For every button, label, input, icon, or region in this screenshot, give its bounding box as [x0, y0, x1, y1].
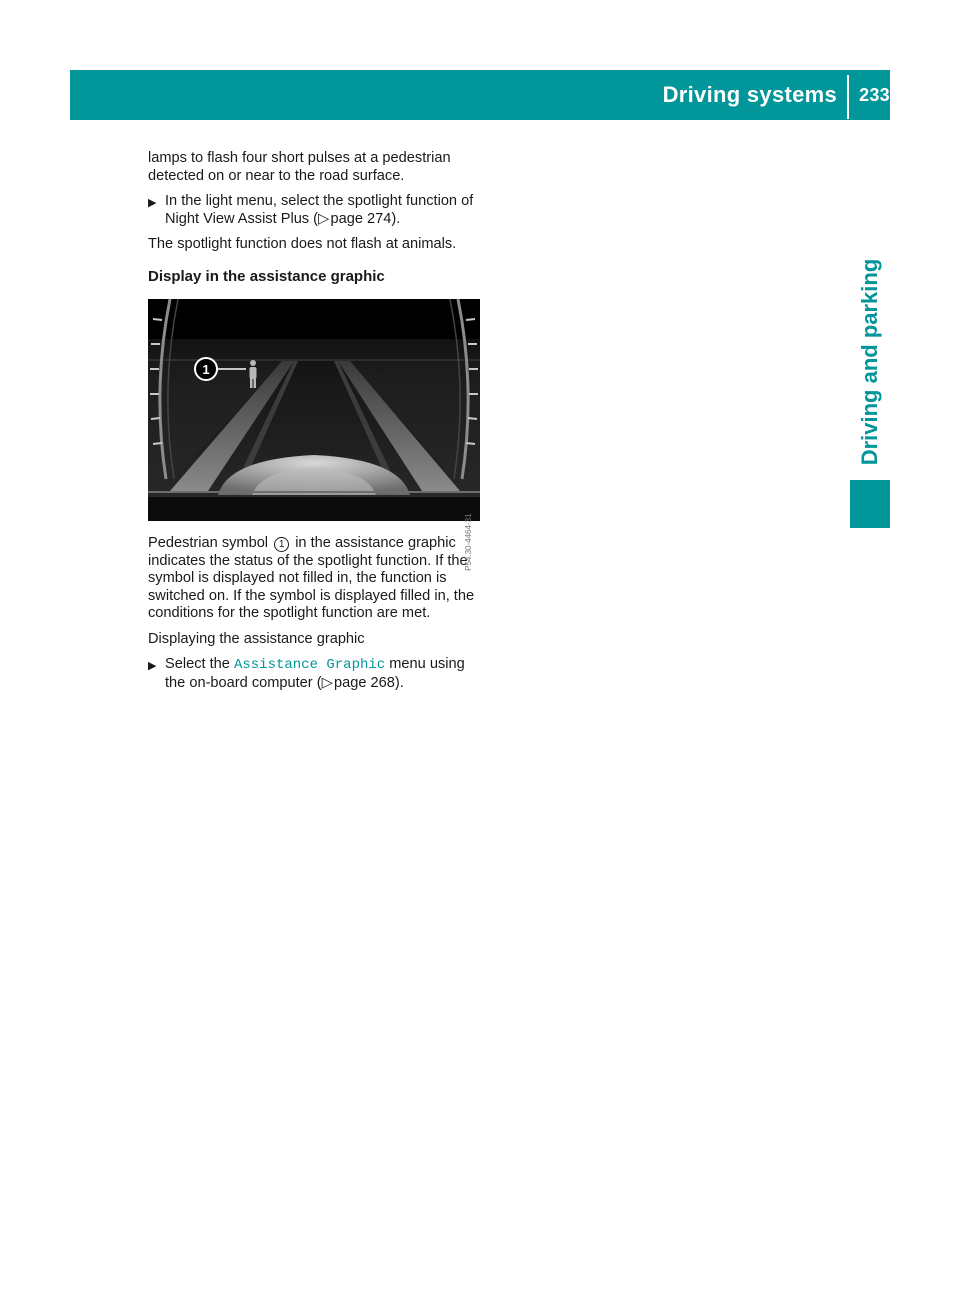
page-number: 233 — [859, 85, 890, 105]
bullet-text: Select the Assistance Graphic menu using the on-board computer (▷ page 268). — [165, 656, 465, 691]
bullet-arrow-icon: ▶ — [148, 660, 157, 672]
callout-reference: 1 — [274, 537, 289, 552]
instruction-bullet — [148, 656, 482, 692]
assistance-graphic-figure — [148, 299, 480, 571]
paragraph: The spotlight function does not flash at animals. — [148, 236, 457, 252]
section-title: Driving systems — [662, 82, 838, 107]
callout-number: 1 — [202, 362, 210, 377]
instruction-bullet — [148, 193, 482, 228]
header-separator — [847, 75, 849, 119]
assistance-graphic-illustration — [148, 299, 480, 521]
menu-name: Assistance Graphic — [233, 657, 386, 673]
chapter-side-tab — [850, 252, 890, 472]
section-heading: Display in the assistance graphic — [148, 267, 385, 285]
chapter-label: Driving and parking — [857, 258, 882, 466]
paragraph: Displaying the assistance graphic — [148, 630, 365, 647]
page-ref-arrow-icon: ▷ — [321, 674, 333, 691]
main-content — [148, 150, 482, 700]
paragraph: lamps to flash four short pulses at a pedestrian detected on or near to the road surface. — [148, 150, 451, 184]
chapter-marker-block — [850, 480, 890, 528]
figure-code: P54.30-4464-31 — [463, 513, 473, 571]
bullet-text: In the light menu, select the spotlight function of Night View Assist Plus (▷ page 274). — [165, 193, 474, 227]
page-reference-link[interactable]: page 274 — [330, 210, 392, 227]
bullet-arrow-icon: ▶ — [148, 197, 157, 209]
page-header — [663, 78, 890, 112]
page-reference-link[interactable]: page 268 — [334, 674, 395, 691]
page-ref-arrow-icon: ▷ — [318, 210, 330, 227]
paragraph: Pedestrian symbol 1 in the assistance graphic indicates the status of the spotlight function. If the symbol is displayed not filled in, the function is switched on. If the symbol is displayed filled in, the conditions for the spotlight function are met. — [148, 535, 475, 621]
